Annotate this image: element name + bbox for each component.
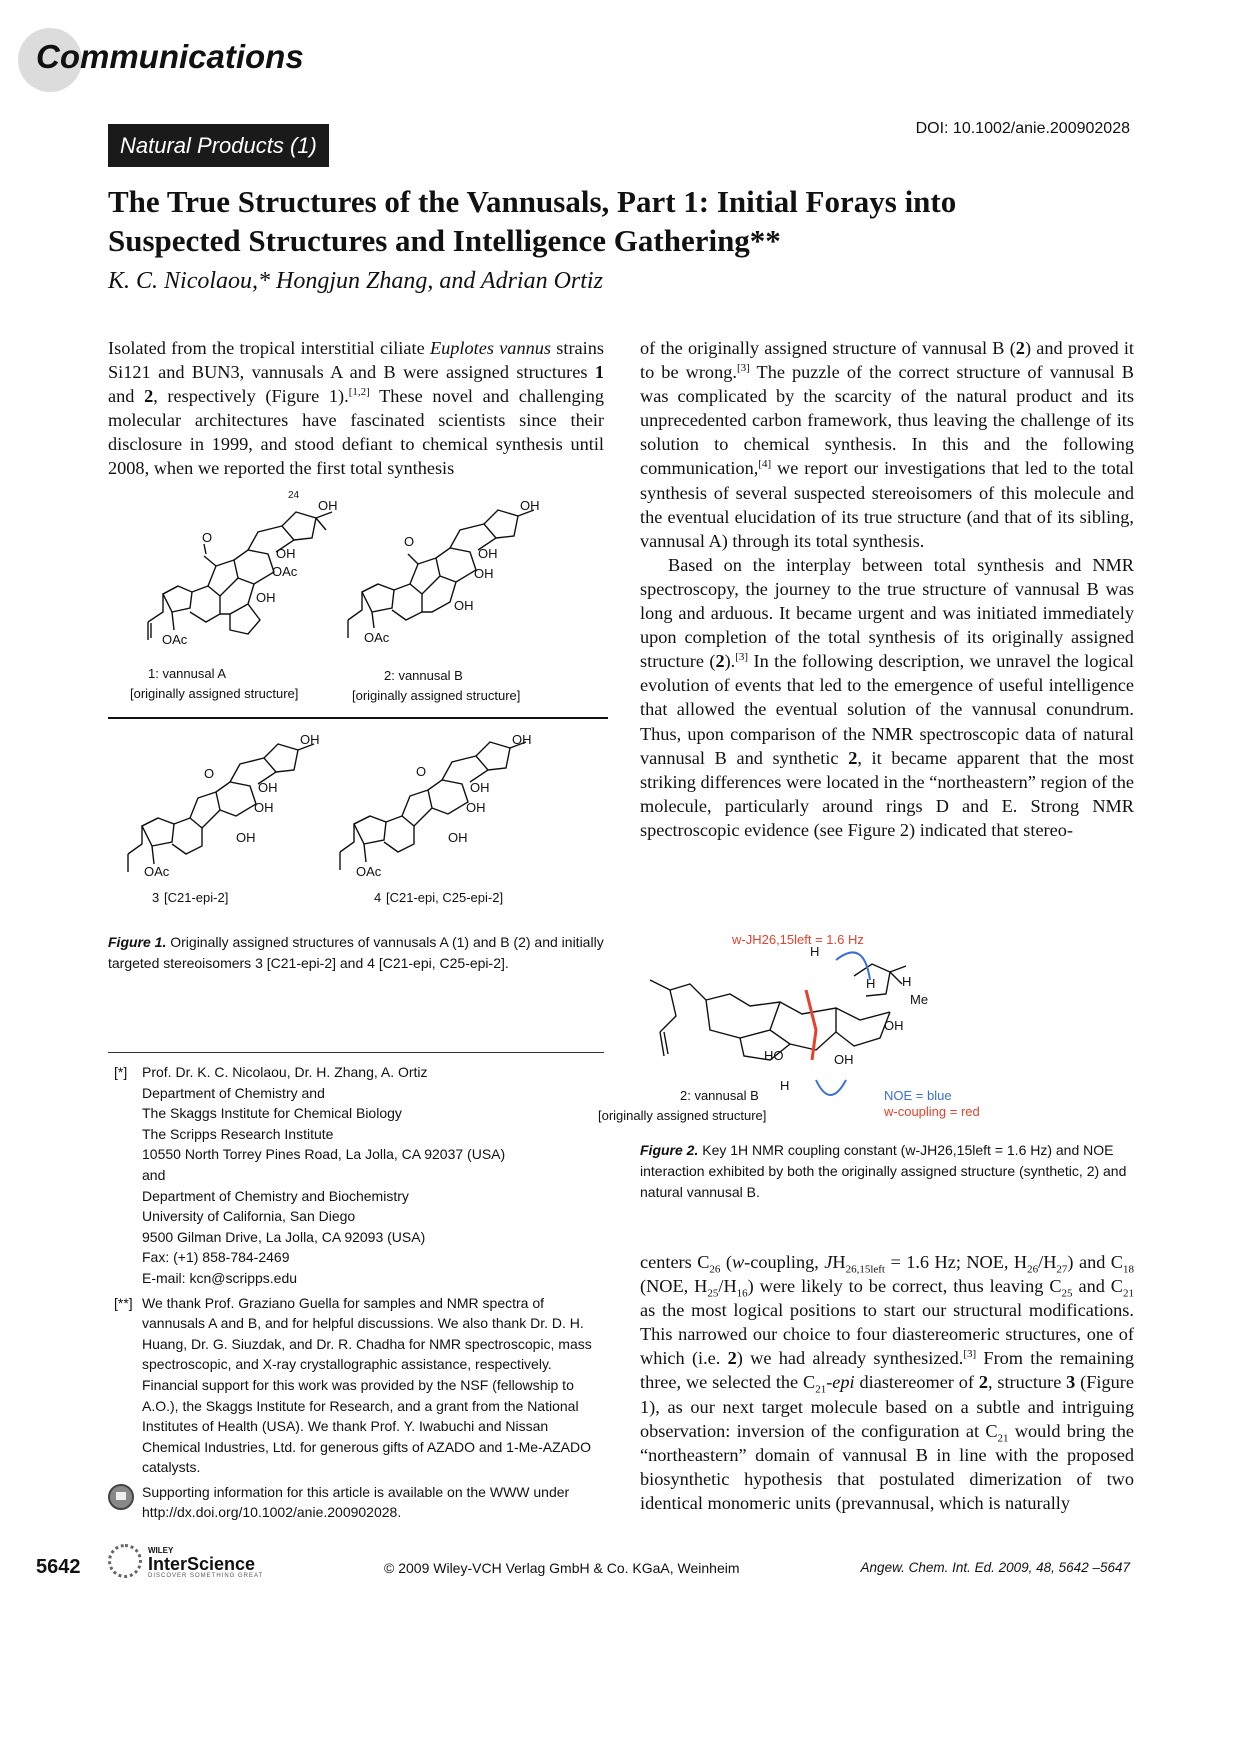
supporting-info-note (108, 1482, 604, 1523)
atom-label: H (902, 974, 912, 989)
footnote-rule (108, 1052, 604, 1053)
atom-label: OH (520, 498, 540, 513)
compound-1-label: 1: vannusal A (148, 666, 227, 681)
compound-1-note: [originally assigned structure] (130, 686, 299, 701)
footnote-mark: [*] (114, 1064, 128, 1080)
structure-2-drawing (348, 510, 534, 638)
logo-icon (108, 1544, 142, 1578)
right-column-text-bottom (640, 1250, 1134, 1515)
atom-label: OH (318, 498, 338, 513)
figure-1 (108, 490, 608, 947)
structure-3-drawing (128, 744, 314, 872)
atom-label: OH (258, 780, 278, 795)
compound-4-desc: [C21-epi, C25-epi-2] (386, 890, 504, 905)
journal-reference: Angew. Chem. Int. Ed. 2009, 48, 5642 –5647 (860, 1560, 1130, 1575)
atom-label: OAc (364, 630, 390, 645)
caption-text: Key 1H NMR coupling constant (w-JH26,15left = 1.6 Hz) and NOE interaction exhibited by both the originally assigned structure (synthetic, 2) and natural vannusal B. (640, 1142, 1127, 1200)
logo-main: InterScience (148, 1554, 256, 1574)
affiliation-footnote (108, 1062, 604, 1289)
atom-label: OAc (272, 564, 298, 579)
atom-label: OH (884, 1018, 904, 1033)
atom-label: OH (276, 546, 296, 561)
paragraph: Based on the interplay between total synthesis and NMR spectroscopy, the journey to the true structure of vannusal B was long and arduous. It became urgent and was initiated immediately upon completion of the total synthesis of its originally assigned structure (2).[3] In the following description, we unravel the logical evolution of events that led to the emergence of useful intelligence that allowed the eventual solution of the vannusal conundrum. Thus, upon comparison of the NMR spectroscopic data of natural vannusal B and synthetic 2, it became apparent that the most striking differences were located in the “northeastern” region of the molecule, particularly around rings D and E. Strong NMR spectroscopic evidence (see Figure 2) indicated that stereo- (640, 554, 1135, 840)
affil-line: The Skaggs Institute for Chemical Biology (142, 1105, 402, 1122)
compound-2-label: 2: vannusal B (384, 668, 463, 683)
article-category-tag: Natural Products (1) (108, 124, 329, 167)
acknowledgement-text: We thank Prof. Graziano Guella for samples and NMR spectra of vannusals A and B, and for helpful discussions. We also thank Dr. D. H. Huang, Dr. G. Siuzdak, and Dr. R. Chadha for NMR spectroscopic, mass spectroscopic, and X-ray crystallographic assistance, respectively. Financial support for this work was provided by the NSF (fellowship to A.O.), the Skaggs Institute for Research, and a grant from the National Institutes of Health (USA). We thank Prof. Y. Iwabuchi and Nissan Chemical Industries, Ltd. for generous gifts of AZADO and 1-Me-AZADO catalysts. (142, 1294, 592, 1476)
paragraph: of the originally assigned structure of vannusal B (2) and proved it to be wrong.[3] The puzzle of the correct structure of vannusal B was complicated by the scarcity of the natural product and its unprecedented carbon framework, thus leaving the challenge of its solution to chemical synthesis. In this and the following communication,[4] we report our investigations that led to the total synthesis of several suspected stereoisomers of this molecule and the eventual elucidation of its true structure (and that of its sibling, vannusal A) through its total synthesis. (640, 338, 1134, 551)
atom-label: OH (478, 546, 498, 561)
logo-wiley: WILEY (148, 1546, 174, 1555)
affil-line: Department of Chemistry and Biochemistry (142, 1187, 409, 1204)
atom-label: Me (910, 992, 929, 1007)
figure-2-caption (640, 1140, 1134, 1203)
section-title: Communications (36, 38, 304, 75)
structure-1-drawing (148, 512, 332, 640)
footnotes (108, 1062, 604, 1523)
atom-label: OH (236, 830, 256, 845)
atom-label: OH (466, 800, 486, 815)
caption-text: Originally assigned structures of vannusals A (1) and B (2) and initially targeted stereoisomers 3 [C21-epi-2] and 4 [C21-epi, C25-epi-2]. (108, 934, 604, 971)
compound-2-note: [originally assigned structure] (352, 688, 521, 703)
affil-line: The Scripps Research Institute (142, 1125, 334, 1142)
atom-label: OAc (144, 864, 170, 879)
structure-4-drawing (340, 742, 526, 870)
atom-label: H (866, 976, 876, 991)
title-line-1: The True Structures of the Vannusals, Part 1: Initial Forays into (108, 184, 957, 219)
affil-line: University of California, San Diego (142, 1208, 356, 1225)
atom-label: OH (256, 590, 276, 605)
atom-label: OAc (162, 632, 188, 647)
compound-label: 2: vannusal B (680, 1088, 759, 1103)
copyright: © 2009 Wiley-VCH Verlag GmbH & Co. KGaA, Weinheim (384, 1560, 740, 1576)
atom-label: OH (254, 800, 274, 815)
caption-label: Figure 2. (640, 1142, 699, 1158)
acknowledgement-footnote (108, 1293, 604, 1478)
affil-line: and (142, 1166, 166, 1183)
computer-icon (108, 1484, 134, 1510)
atom-label: OH (454, 598, 474, 613)
affil-line: Fax: (+1) 858-784-2469 (142, 1249, 290, 1266)
atom-label: HO (764, 1048, 784, 1063)
page-number: 5642 (36, 1556, 81, 1578)
doi: DOI: 10.1002/anie.200902028 (915, 120, 1130, 137)
compound-note: [originally assigned structure] (598, 1108, 767, 1123)
article-title (108, 182, 1138, 260)
atom-label: O (204, 766, 215, 781)
supporting-info-text[interactable]: Supporting information for this article is available on the WWW under http://dx.doi.org/10.1002/anie.200902028. (142, 1483, 570, 1521)
publisher-logo (108, 1542, 268, 1582)
atom-label: OH (512, 732, 532, 747)
footnote-mark: [**] (114, 1294, 133, 1311)
atom-label: OH (834, 1052, 854, 1067)
atom-label: H (810, 944, 820, 959)
atom-label: OAc (356, 864, 382, 879)
figure-1-caption (108, 932, 604, 974)
noe-legend: NOE = blue (884, 1088, 952, 1103)
compound-3-num: 3 (152, 890, 160, 905)
compound-3-desc: [C21-epi-2] (164, 890, 229, 905)
coupling-label: w-JH26,15left = 1.6 Hz (732, 932, 864, 947)
atom-label: O (416, 764, 427, 779)
title-line-2: Suspected Structures and Intelligence Gathering** (108, 223, 781, 258)
authors: K. C. Nicolaou,* Hongjun Zhang, and Adrian Ortiz (108, 268, 603, 294)
compound-4-num: 4 (374, 890, 382, 905)
affil-line: Department of Chemistry and (142, 1084, 325, 1101)
affil-line: 10550 North Torrey Pines Road, La Jolla, CA 92037 (USA) (142, 1146, 506, 1163)
paragraph: Isolated from the tropical interstitial ciliate Euplotes vannus strains Si121 and BUN3, vannusals A and B were assigned structures 1 and 2, respectively (Figure 1).[1,2] These novel and challenging molecular architectures have fascinated scientists since their disclosure in 1999, and stood defiant to chemical synthesis until 2008, when we reported the first total synthesis (108, 338, 605, 479)
atom-label: H (780, 1078, 790, 1093)
caption-label: Figure 1. (108, 934, 167, 950)
coupling-legend: w-coupling = red (884, 1104, 980, 1119)
atom-label: OH (300, 732, 320, 747)
noe-arrow (816, 1080, 846, 1095)
atom-label: OH (470, 780, 490, 795)
paragraph: centers $C_{26}$ (w-coupling, $JH_{26,15left} = 1.6$ Hz; NOE, $H_{26}/H_{27}$) and $C_{18}$ (NOE, $H_{25}/H_{16}$) were likely to be correct, thus leaving $C_{25}$ and $C_{21}$ as the most logical positions to start our structural modifications. This narrowed our choice to four diastereomeric structures, one of which (i.e. 2) we had already synthesized.[3] From the remaining three, we selected the $C_{21}$-epi diastereomer of 2, structure 3 (Figure 1), as our next target molecule based on a subtle and intriguing observation: inversion of the configuration at $C_{21}$ would bring the “northeastern” domain of vannusal B in line with the proposed biosynthetic hypothesis that postulated dimerization of two identical monomeric units (prevannusal, which is naturally (640, 1252, 1135, 1513)
affil-line: 9500 Gilman Drive, La Jolla, CA 92093 (USA) (142, 1228, 426, 1245)
logo-tagline: DISCOVER SOMETHING GREAT (148, 1573, 264, 1579)
right-column-text-top (640, 336, 1134, 842)
figure-2 (598, 920, 1130, 1135)
atom-label: OH (448, 830, 468, 845)
atom-label: 24 (288, 490, 300, 501)
atom-label: O (202, 530, 213, 545)
noe-arrow (836, 952, 870, 980)
atom-label: OH (474, 566, 494, 581)
left-column-text (108, 336, 604, 481)
email[interactable]: E-mail: kcn@scripps.edu (142, 1269, 298, 1286)
logo-text (148, 1546, 263, 1579)
atom-label: O (404, 534, 415, 549)
affil-line: Prof. Dr. K. C. Nicolaou, Dr. H. Zhang, A. Ortiz (142, 1064, 428, 1080)
